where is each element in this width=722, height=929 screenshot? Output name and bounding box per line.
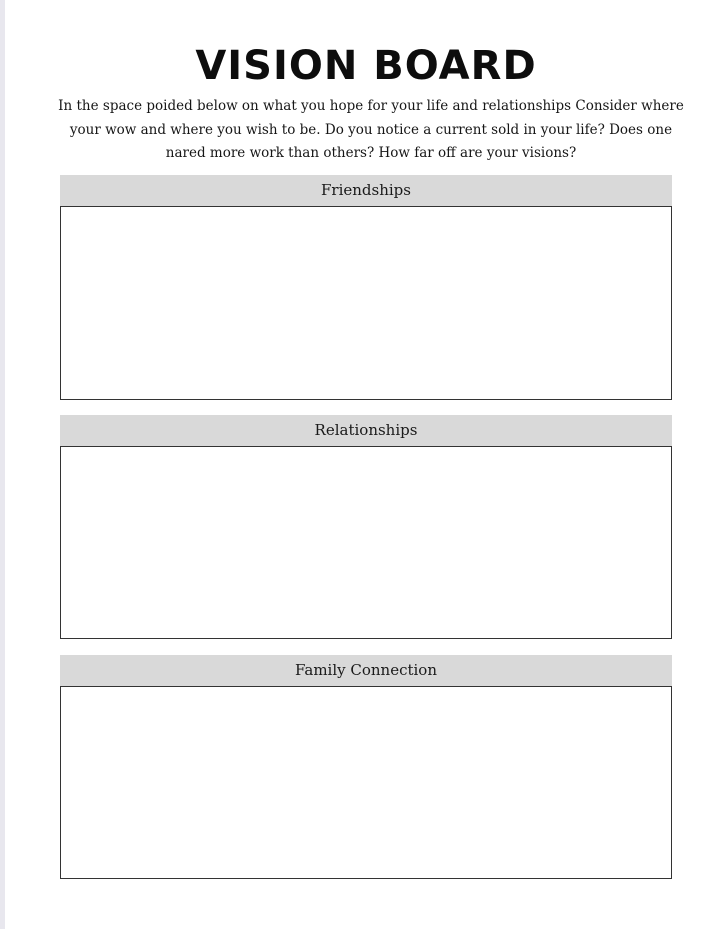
section-header-relationships: Relationships xyxy=(60,415,672,446)
writing-area-friendships[interactable] xyxy=(60,206,672,400)
page-edge-strip xyxy=(0,0,5,929)
intro-paragraph: In the space poided below on what you hope for your life and relationships Consider where your wow and where you wish to be. Do you notice a current sold in your life? Does one nared more work than others? How far off are your visions? xyxy=(58,98,684,161)
writing-area-family-connection[interactable] xyxy=(60,686,672,879)
section-header-family-connection: Family Connection xyxy=(60,655,672,686)
page-title: VISION BOARD xyxy=(195,43,537,89)
section-header-friendships: Friendships xyxy=(60,175,672,206)
writing-area-relationships[interactable] xyxy=(60,446,672,639)
section-relationships xyxy=(60,415,672,639)
section-friendships xyxy=(60,175,672,400)
section-family-connection xyxy=(60,655,672,879)
